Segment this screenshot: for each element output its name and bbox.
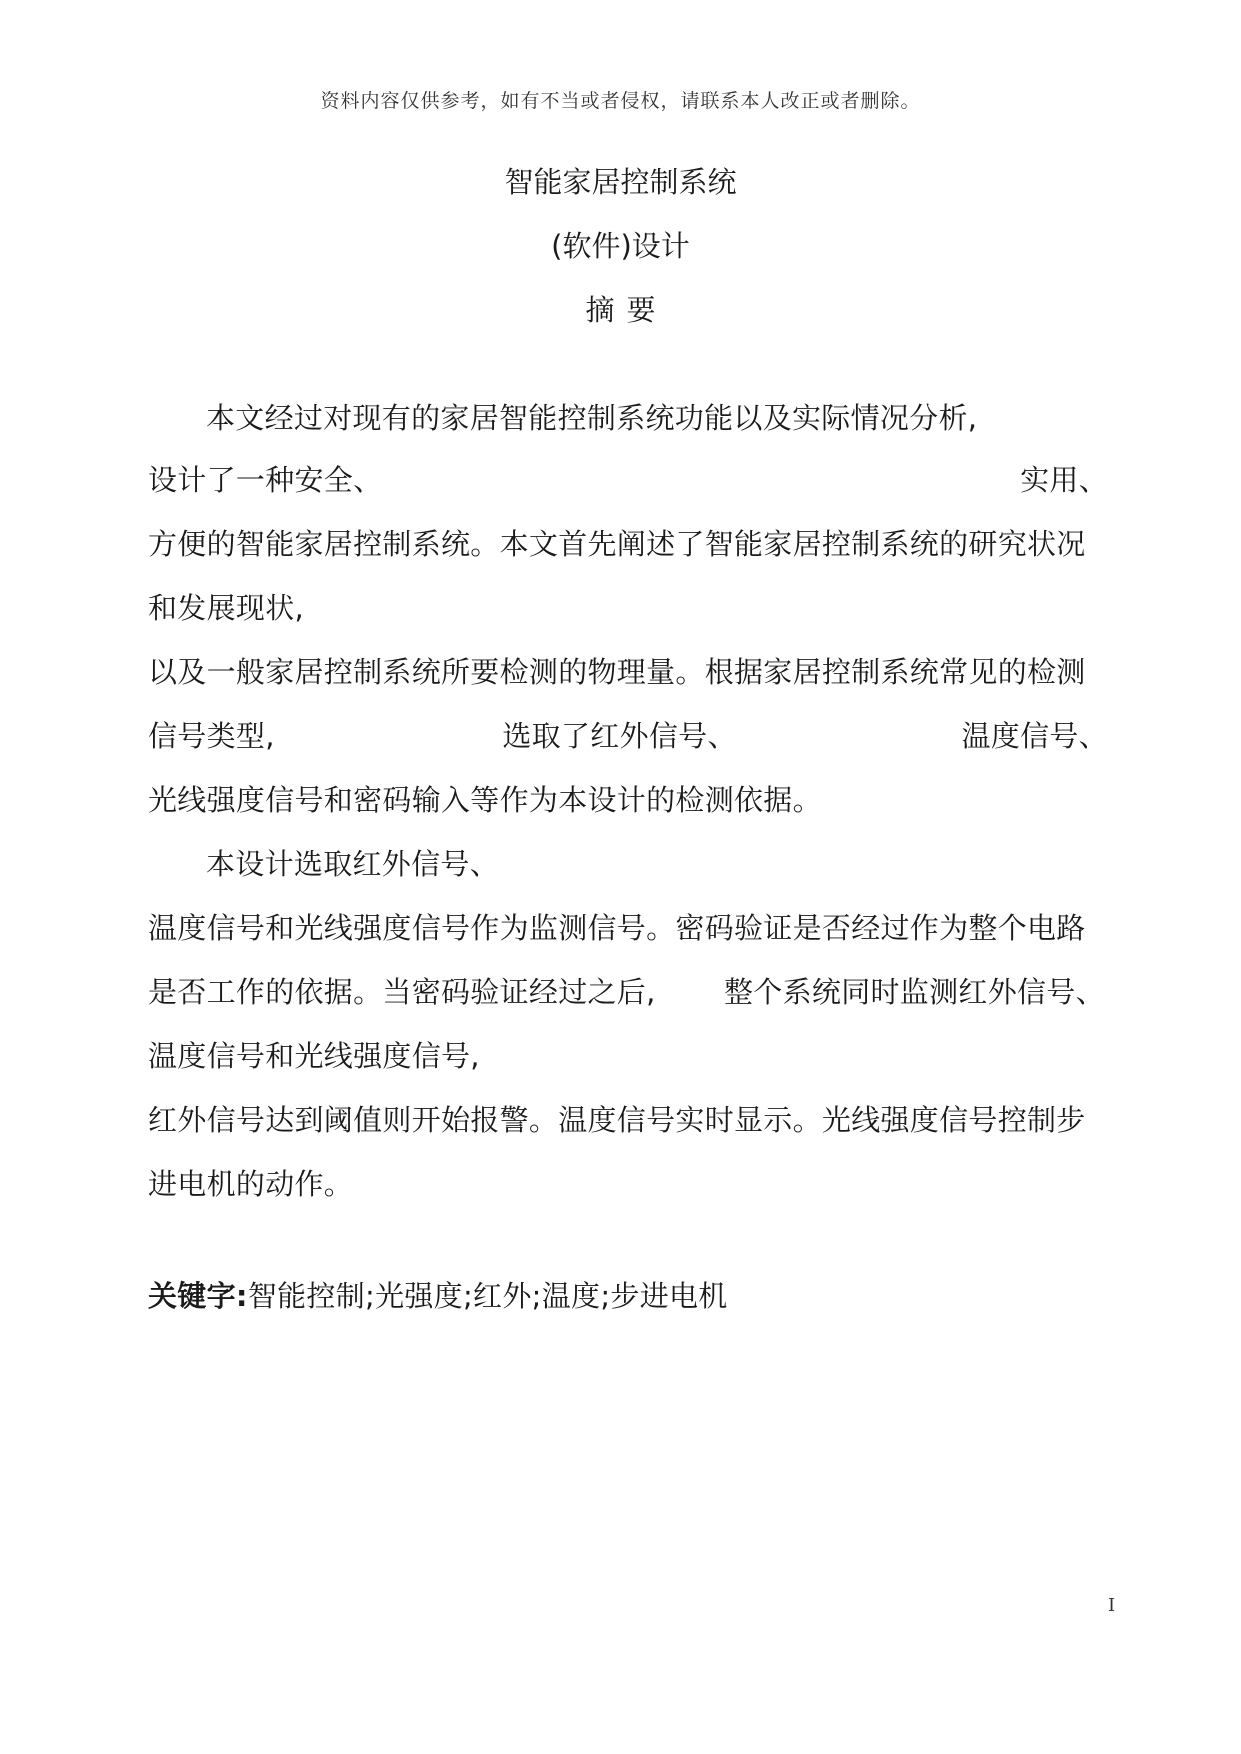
abstract-p1-line6-middle: 选取了红外信号、	[502, 719, 737, 753]
abstract-p1-line5: 以及一般家居控制系统所要检测的物理量。根据家居控制系统常见的检测	[148, 655, 1086, 689]
abstract-p1-line3: 方便的智能家居控制系统。本文首先阐述了智能家居控制系统的研究状况	[148, 527, 1086, 561]
keywords-line	[148, 1274, 1108, 1318]
abstract-p1-line6-start: 信号类型,	[148, 719, 275, 753]
abstract-p2-line4: 温度信号和光线强度信号,	[148, 1039, 480, 1073]
abstract-p2-line6: 进电机的动作。	[148, 1167, 354, 1201]
disclaimer-header: 资料内容仅供参考，如有不当或者侵权，请联系本人改正或者删除。	[320, 90, 921, 112]
abstract-p1-line4: 和发展现状,	[148, 591, 305, 625]
abstract-p2-line1: 本设计选取红外信号、	[206, 847, 500, 881]
abstract-p2-line3	[148, 970, 1108, 1014]
abstract-p2-line3-end: 整个系统同时监测红外信号、	[724, 975, 1105, 1009]
abstract-p1-line2-end: 实用、	[1020, 463, 1108, 497]
abstract-p2-line3-start: 是否工作的依据。当密码验证经过之后,	[148, 975, 656, 1009]
abstract-p1-line2-start: 设计了一种安全、	[148, 463, 383, 497]
keywords-text: 智能控制;光强度;红外;温度;步进电机	[247, 1279, 728, 1313]
keywords-label: 关键字:	[148, 1279, 248, 1313]
abstract-p2-line5: 红外信号达到阈值则开始报警。温度信号实时显示。光线强度信号控制步	[148, 1103, 1086, 1137]
abstract-p1-line6	[148, 714, 1108, 758]
abstract-p1-line7: 光线强度信号和密码输入等作为本设计的检测依据。	[148, 783, 822, 817]
abstract-heading: 摘要	[585, 293, 668, 327]
abstract-p1-line2	[148, 458, 1108, 502]
document-subtitle: (软件)设计	[551, 229, 690, 263]
document-title: 智能家居控制系统	[504, 165, 737, 199]
page-number: I	[1108, 1595, 1116, 1616]
abstract-p2-line2: 温度信号和光线强度信号作为监测信号。密码验证是否经过作为整个电路	[148, 911, 1086, 945]
abstract-p1-line1: 本文经过对现有的家居智能控制系统功能以及实际情况分析,	[206, 401, 978, 435]
abstract-p1-line6-end: 温度信号、	[961, 719, 1108, 753]
